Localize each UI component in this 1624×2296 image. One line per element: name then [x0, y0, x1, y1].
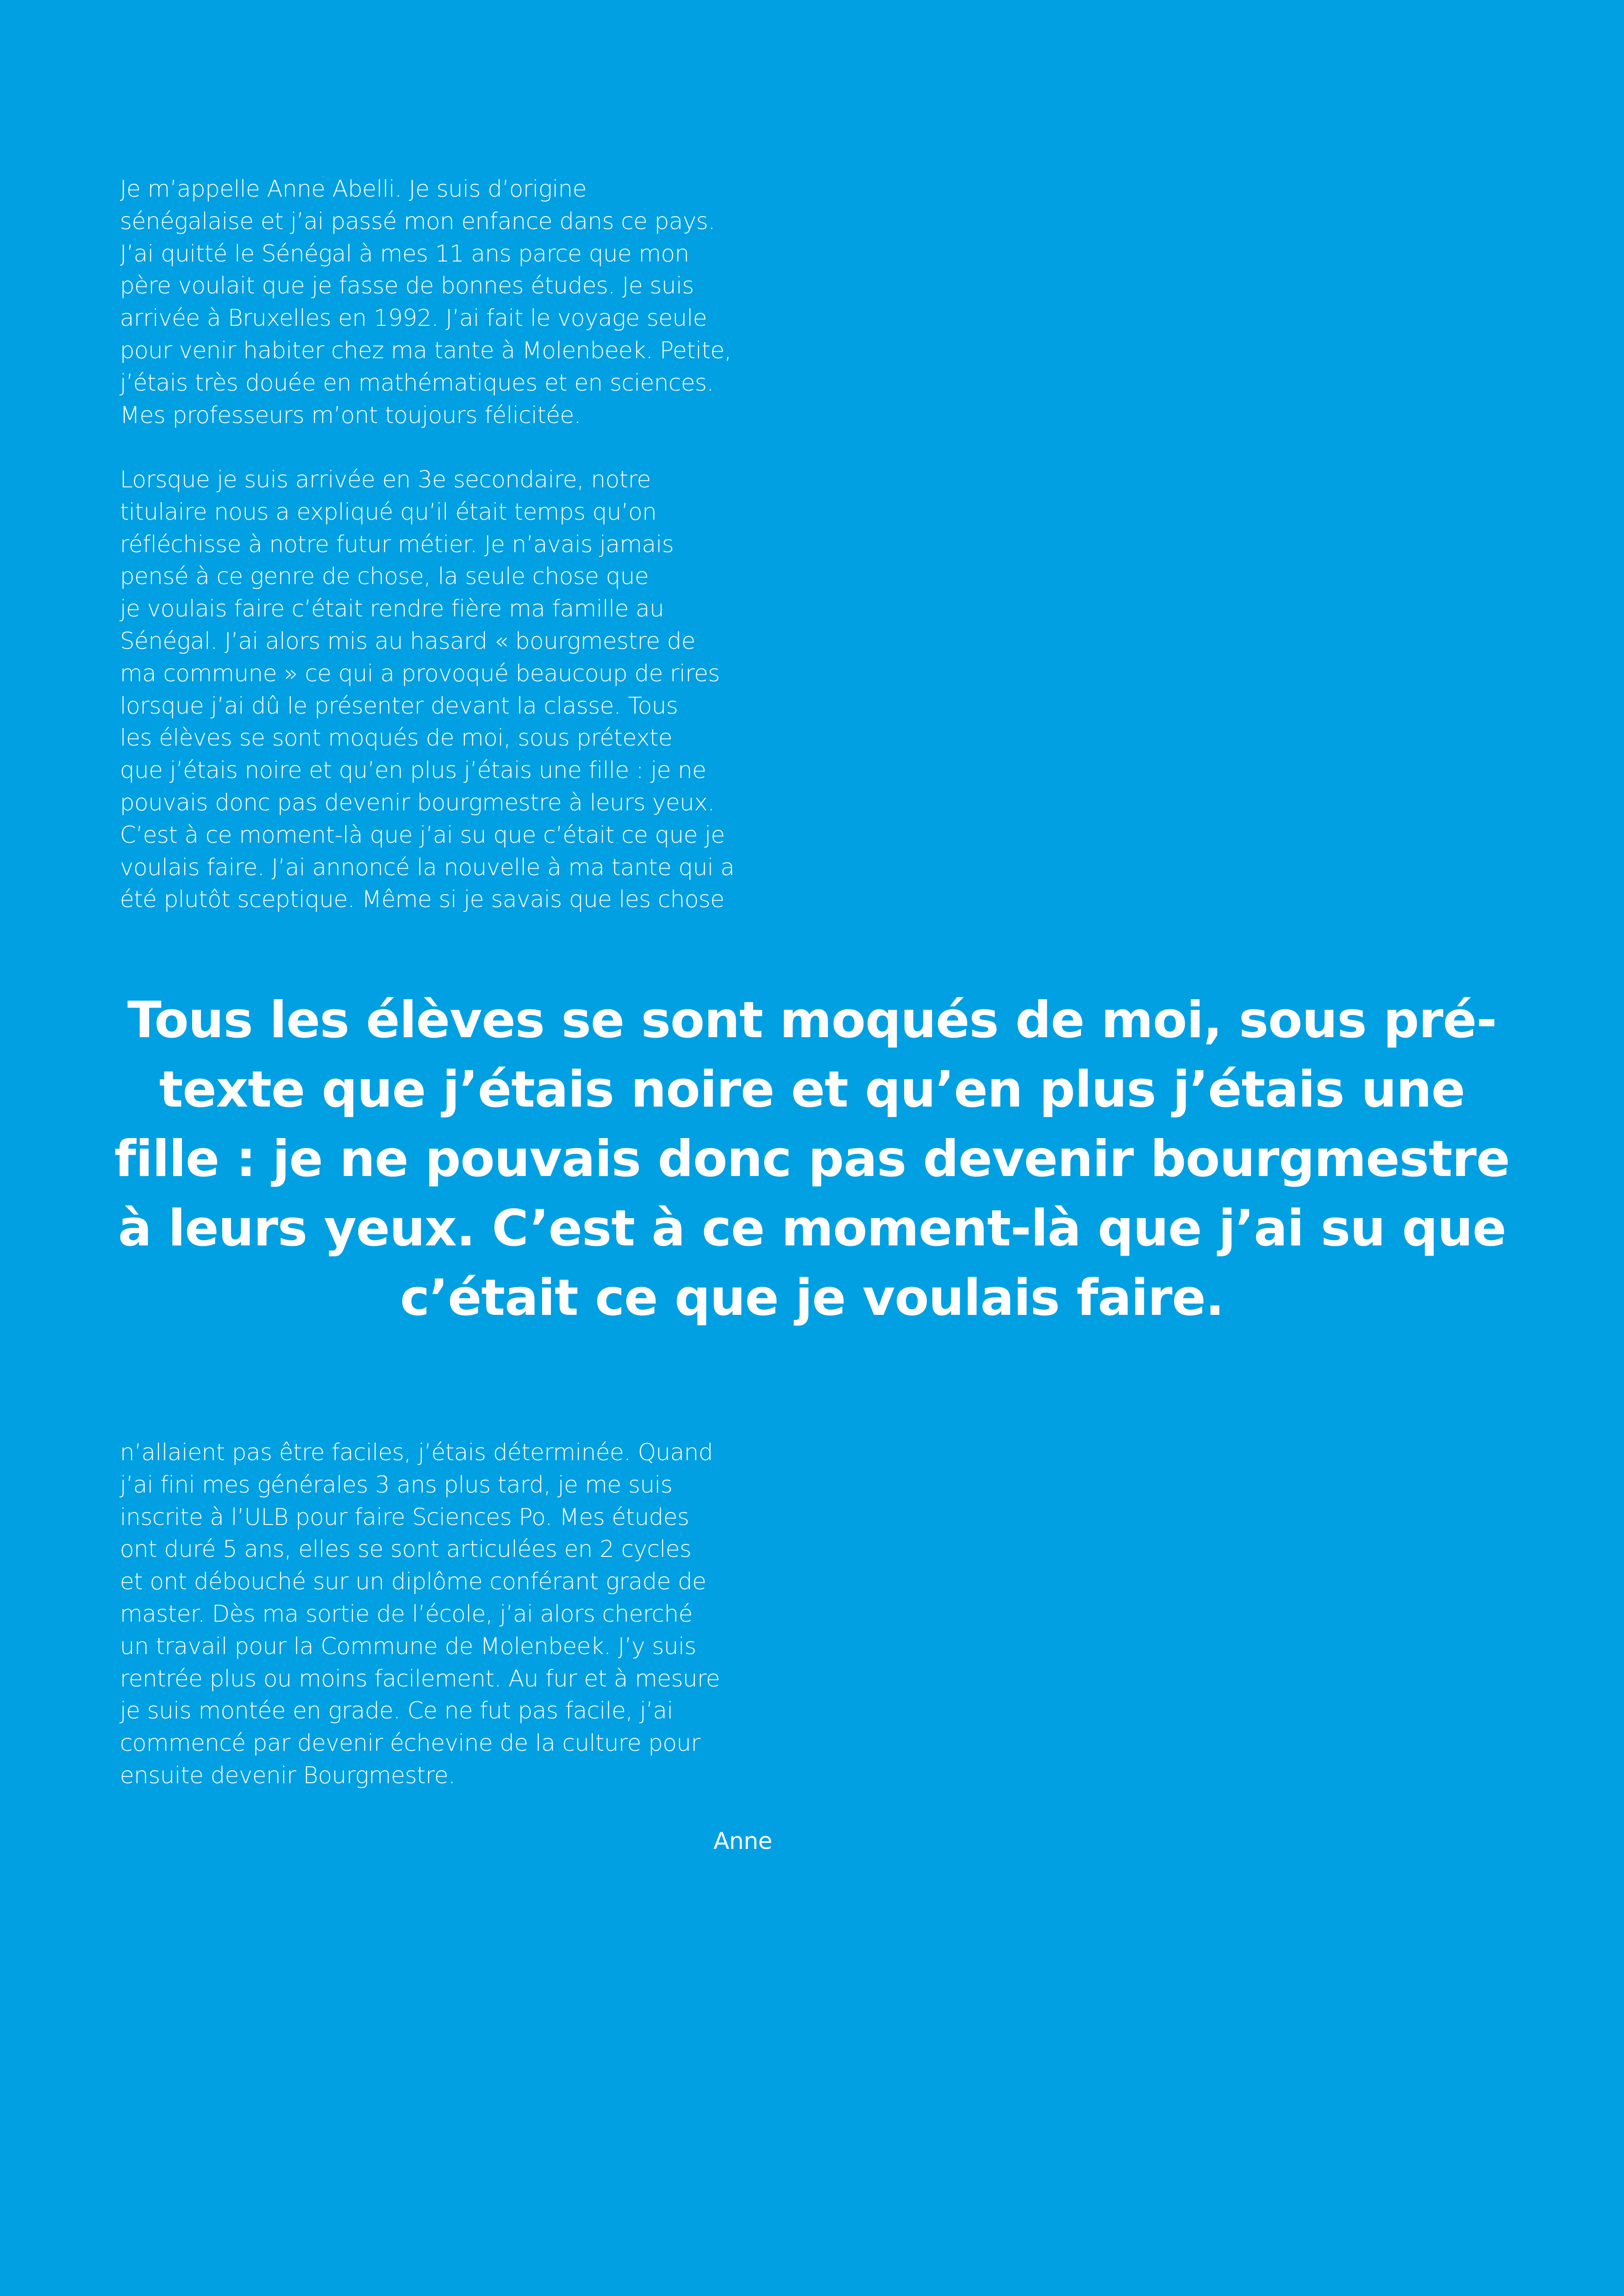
text-line: rentrée plus ou moins facilement. Au fur et à mesure [120, 1665, 720, 1692]
text-line: ensuite devenir Bourgmestre. [120, 1761, 456, 1789]
text-line: lorsque j’ai dû le présenter devant la classe. Tous [120, 692, 678, 719]
school-story-paragraph [120, 464, 787, 916]
text-line: pensé à ce genre de chose, la seule chose que [120, 563, 649, 590]
text-line: ont duré 5 ans, elles se sont articulées en 2 cycles [120, 1536, 692, 1563]
text-line: je suis montée en grade. Ce ne fut pas facile, j’ai [120, 1697, 673, 1724]
text-line: et ont débouché sur un diplôme conférant grade de [120, 1568, 706, 1595]
text-line: Sénégal. J’ai alors mis au hasard « bourgmestre de [120, 627, 695, 654]
text-line: n’allaient pas être faciles, j’étais déterminée. Quand [120, 1439, 713, 1466]
text-line: titulaire nous a expliqué qu’il était temps qu’on [120, 498, 657, 525]
pull-quote [83, 986, 1541, 1333]
pull-quote-line: à leurs yeux. C’est à ce moment-là que j’ai su que [118, 1200, 1506, 1257]
pull-quote-line: texte que j’étais noire et qu’en plus j’étais une [159, 1061, 1465, 1119]
text-line: ma commune » ce qui a provoqué beaucoup de rires [120, 660, 720, 687]
pull-quote-line: fille : je ne pouvais donc pas devenir bourgmestre [114, 1130, 1510, 1188]
text-line: J’ai quitté le Sénégal à mes 11 ans parce que mon [120, 240, 689, 267]
text-line: pouvais donc pas devenir bourgmestre à leurs yeux. [120, 789, 715, 816]
text-line: master. Dès ma sortie de l’école, j’ai alors cherché [120, 1600, 693, 1627]
text-line: Lorsque je suis arrivée en 3e secondaire, notre [120, 466, 651, 493]
pull-quote-line: c’était ce que je voulais faire. [400, 1269, 1224, 1327]
text-line: inscrite à l’ULB pour faire Sciences Po. Mes études [120, 1503, 689, 1531]
text-line: réfléchisse à notre futur métier. Je n’avais jamais [120, 530, 674, 558]
text-line: été plutôt sceptique. Même si je savais que les chose [120, 886, 725, 913]
text-line: j’étais très douée en mathématiques et en sciences. [120, 369, 714, 396]
text-line: sénégalaise et j’ai passé mon enfance dans ce pays. [120, 207, 715, 235]
text-line: pour venir habiter chez ma tante à Molenbeek. Petite, [120, 336, 731, 364]
text-line: Je m’appelle Anne Abelli. Je suis d’origine [120, 175, 587, 202]
text-line: C’est à ce moment-là que j’ai su que c’était ce que je [120, 821, 725, 848]
text-line: les élèves se sont moqués de moi, sous prétexte [120, 724, 673, 752]
pull-quote-line: Tous les élèves se sont moqués de moi, sous pré- [127, 991, 1497, 1049]
career-paragraph [120, 1437, 787, 1792]
text-line: Mes professeurs m’ont toujours félicitée. [120, 401, 581, 429]
text-line: je voulais faire c’était rendre fière ma famille au [120, 595, 664, 622]
text-line: arrivée à Bruxelles en 1992. J’ai fait le voyage seule [120, 305, 707, 332]
text-line: père voulait que je fasse de bonnes études. Je suis [120, 272, 694, 299]
text-line: voulais faire. J’ai annoncé la nouvelle à ma tante qui a [120, 853, 735, 881]
intro-paragraph [120, 173, 787, 431]
signature: Anne [713, 1828, 772, 1854]
text-line: un travail pour la Commune de Molenbeek. J’y suis [120, 1632, 696, 1660]
text-line: j’ai fini mes générales 3 ans plus tard, je me suis [120, 1471, 673, 1498]
text-line: que j’étais noire et qu’en plus j’étais une fille : je ne [120, 757, 706, 784]
text-line: commencé par devenir échevine de la culture pour [120, 1730, 700, 1757]
